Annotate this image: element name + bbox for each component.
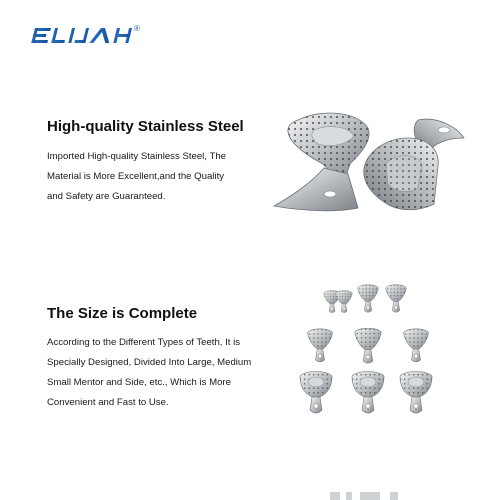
section-description [47, 333, 277, 413]
decorative-pattern-icon [330, 490, 420, 500]
next-section-preview [0, 486, 500, 500]
description-line: Small Mentor and Side, etc., Which is More [47, 377, 231, 388]
impression-tray-pair-icon [268, 108, 468, 220]
description-line: Convenient and Fast to Use. [47, 397, 169, 408]
description-line: and Safety are Guaranteed. [47, 191, 166, 202]
description-line: Specially Designed, Divided Into Large, Medium [47, 357, 252, 368]
section-description [47, 147, 267, 207]
registered-mark: ® [134, 24, 140, 33]
brand-logo [30, 24, 142, 46]
section-title: High-quality Stainless Steel [47, 118, 244, 135]
description-line: According to the Different Types of Teeth, It is [47, 337, 241, 348]
description-line: Imported High-quality Stainless Steel, The [47, 151, 226, 162]
section-title: The Size is Complete [47, 305, 198, 322]
description-line: Material is More Excellent,and the Quality [47, 171, 225, 182]
logo-icon [30, 24, 142, 46]
impression-tray-set-icon [290, 278, 450, 426]
